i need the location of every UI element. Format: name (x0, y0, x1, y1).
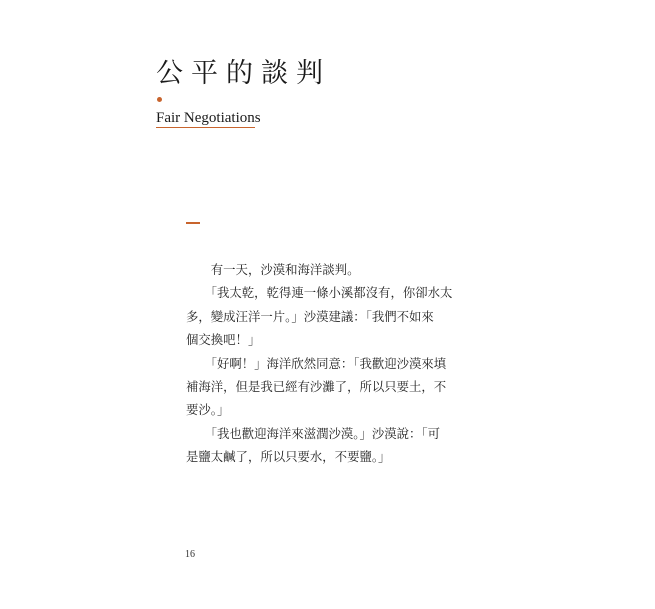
text-line: 「好啊！」海洋欣然同意：「我歡迎沙漠來填 (186, 355, 447, 371)
section-dash (186, 222, 200, 224)
story-text (186, 258, 476, 469)
text-line: 「我太乾，乾得連一條小溪都沒有，你卻水太 (186, 285, 453, 301)
text-line: 「我也歡迎海洋來滋潤沙漠。」沙漠說：「可 (186, 425, 440, 441)
page-number: 16 (185, 549, 195, 560)
chapter-title: 公平的談判 (156, 58, 331, 89)
text-line: 有一天，沙漠和海洋談判。 (186, 262, 360, 277)
text-line: 個交換吧！」 (186, 332, 261, 348)
chapter-subtitle: Fair Negotiations (156, 110, 261, 126)
subtitle-underline (156, 127, 255, 128)
accent-dot (157, 97, 162, 102)
text-line: 多，變成汪洋一片。」沙漠建議：「我們不如來 (186, 308, 434, 324)
text-line: 是鹽太鹹了，所以只要水，不要鹽。」 (186, 449, 391, 465)
text-line: 要沙。」 (186, 402, 230, 418)
text-line: 補海洋，但是我已經有沙灘了，所以只要土，不 (186, 378, 447, 394)
